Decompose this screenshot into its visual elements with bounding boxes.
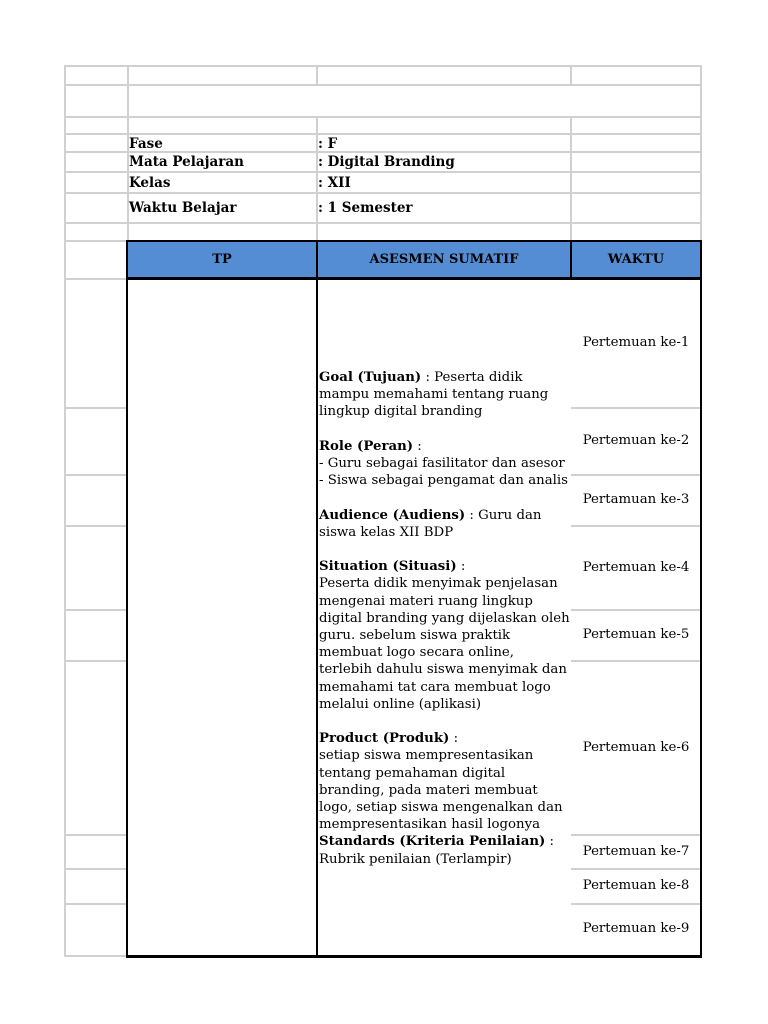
audience-text: : Guru dan siswa kelas XII BDP: [319, 507, 542, 540]
grid-line: [64, 65, 66, 957]
grid-line: [64, 133, 702, 135]
grid-line: [64, 65, 702, 67]
grid-line: [570, 116, 572, 241]
situation-title: Situation (Situasi): [319, 559, 457, 575]
waktu-belajar-value: : 1 Semester: [318, 200, 413, 216]
table-border: [126, 955, 702, 958]
grid-line: [571, 868, 701, 870]
fase-value: : F: [318, 136, 338, 152]
table-border: [316, 240, 318, 958]
product-text: setiap siswa mempresentasikan tentang pemahaman digital branding, pada materi membuat logo, setiap siswa mengenalkan dan mempresentasikan hasil logonya: [319, 748, 563, 833]
pertemuan-4: Pertemuan ke-4: [582, 560, 690, 575]
pertemuan-5: Pertemuan ke-5: [582, 627, 690, 642]
goal-text: : Peserta didik mampu memahami tentang ruang lingkup digital branding: [319, 370, 549, 420]
header-waktu: WAKTU: [571, 241, 701, 277]
standards-text: Rubrik penilaian (Terlampir): [319, 851, 512, 867]
kelas-label: Kelas: [129, 175, 171, 191]
product-title: Product (Produk): [319, 731, 450, 747]
role-line-2: - Siswa sebagai pengamat dan analis: [319, 473, 568, 489]
header-tp: TP: [127, 241, 317, 277]
pertemuan-8: Pertemuan ke-8: [582, 878, 690, 893]
mata-pelajaran-value: : Digital Branding: [318, 154, 455, 170]
table-border: [126, 240, 702, 242]
pertemuan-6: Pertemuan ke-6: [582, 740, 690, 755]
grid-line: [64, 407, 128, 409]
grid-line: [64, 868, 128, 870]
situation-text: Peserta didik menyimak penjelasan mengenai materi ruang lingkup digital branding yang dijelaskan oleh guru. sebelum siswa praktik membuat logo secara online, terlebih dahulu siswa menyimak dan memahami tat cara membuat logo melalui online (aplikasi): [319, 576, 570, 712]
audience-paragraph: [319, 507, 571, 541]
goal-title: Goal (Tujuan): [319, 370, 422, 385]
table-border: [126, 240, 128, 958]
grid-line: [571, 903, 701, 905]
grid-line: [571, 834, 701, 836]
product-heading: Product (Produk) :: [319, 731, 459, 747]
goal-paragraph: [319, 369, 571, 421]
role-heading: Role (Peran) :: [319, 438, 422, 454]
standards-title: Standards (Kriteria Penilaian): [319, 834, 546, 850]
standards-heading: Standards (Kriteria Penilaian) :: [319, 834, 554, 850]
grid-line: [571, 660, 701, 662]
grid-line: [700, 65, 702, 241]
grid-line: [571, 474, 701, 476]
grid-line: [64, 834, 128, 836]
grid-line: [64, 474, 128, 476]
pertemuan-7: Pertemuan ke-7: [582, 844, 690, 859]
grid-line: [64, 525, 128, 527]
grid-line: [64, 222, 702, 224]
grid-line: [64, 192, 702, 194]
kelas-value: : XII: [318, 175, 351, 191]
pertemuan-1: Pertemuan ke-1: [582, 335, 690, 350]
grid-line: [64, 660, 128, 662]
audience-title: Audience (Audiens): [319, 507, 466, 523]
pertemuan-9: Pertemuan ke-9: [582, 921, 690, 936]
asesmen-description: [319, 369, 571, 868]
header-asesmen-sumatif: ASESMEN SUMATIF: [317, 241, 571, 277]
table-border: [126, 277, 702, 280]
situation-heading: Situation (Situasi) :: [319, 559, 466, 575]
grid-line: [571, 609, 701, 611]
table-border: [570, 240, 572, 280]
pertemuan-3: Pertamuan ke-3: [582, 492, 690, 507]
grid-line: [571, 407, 701, 409]
mata-pelajaran-label: Mata Pelajaran: [129, 154, 244, 170]
grid-line: [64, 955, 128, 957]
fase-label: Fase: [129, 136, 163, 152]
grid-line: [64, 609, 128, 611]
pertemuan-2: Pertemuan ke-2: [582, 433, 690, 448]
grid-line: [64, 278, 128, 280]
grid-line: [571, 525, 701, 527]
waktu-belajar-label: Waktu Belajar: [129, 200, 237, 216]
role-title: Role (Peran): [319, 438, 414, 454]
grid-line: [64, 903, 128, 905]
role-line-1: - Guru sebagai fasilitator dan asesor: [319, 456, 565, 471]
grid-line: [316, 65, 318, 85]
table-border: [700, 240, 702, 958]
grid-line: [570, 65, 572, 85]
grid-line: [64, 116, 702, 118]
grid-line: [64, 171, 702, 173]
grid-line: [64, 84, 702, 86]
